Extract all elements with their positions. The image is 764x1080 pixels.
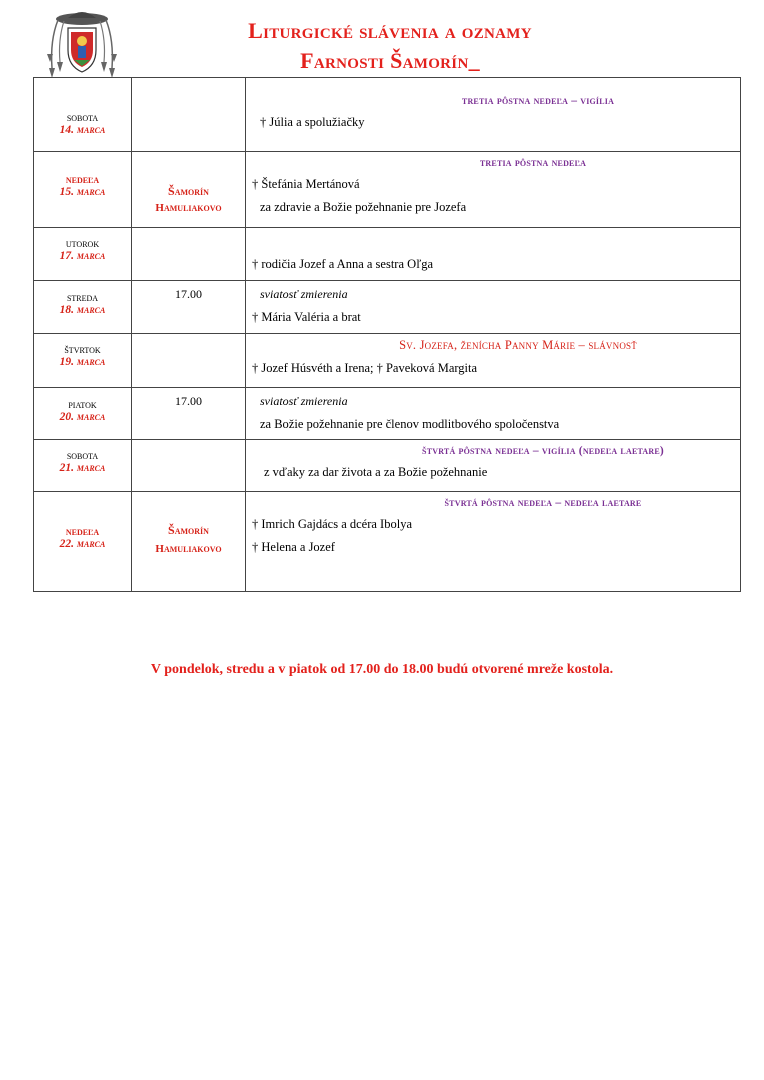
day-name: piatok xyxy=(68,399,97,411)
day-name: štvrtok xyxy=(64,344,101,356)
place-name: Šamorín xyxy=(168,184,209,198)
table-row xyxy=(34,78,741,152)
place-cell xyxy=(132,152,246,228)
intention-cell xyxy=(246,152,741,228)
table-row xyxy=(34,388,741,440)
table-row xyxy=(34,492,741,592)
date-number: 15. xyxy=(59,186,75,198)
time-cell xyxy=(132,281,246,334)
place-cell xyxy=(132,440,246,492)
intention-entry: † Júlia a spolužiačky xyxy=(260,115,365,129)
confession-note: sviatosť zmierenia xyxy=(260,287,348,301)
day-date xyxy=(34,538,131,550)
page-title: Liturgické slávenia a oznamy xyxy=(248,18,532,43)
parish-coat-of-arms-icon xyxy=(44,10,120,80)
date-month: marca xyxy=(76,356,106,368)
place-cell xyxy=(132,228,246,281)
place-name: Šamorín xyxy=(168,523,209,537)
date-number: 17. xyxy=(59,250,75,262)
date-number: 18. xyxy=(59,304,75,316)
feast-label: štvrtá pôstna nedeľa – nedeľa laetare xyxy=(444,497,642,509)
intention-entry: † rodičia Jozef a Anna a sestra Oľga xyxy=(252,257,434,271)
day-name: streda xyxy=(66,292,99,304)
intention-cell xyxy=(246,228,741,281)
date-month: marca xyxy=(76,124,106,136)
schedule-table xyxy=(33,77,741,592)
intention-entry: za zdravie a Božie požehnanie pre Jozefa xyxy=(260,200,467,214)
day-cell xyxy=(34,152,132,228)
place-name-secondary: Hamuliakovo xyxy=(155,543,222,555)
feast-label: tretia pôstna nedeľa – vigília xyxy=(461,95,615,107)
date-number: 19. xyxy=(59,356,75,368)
place-cell xyxy=(132,78,246,152)
date-number: 21. xyxy=(59,462,75,474)
intention-entry: † Helena a Jozef xyxy=(252,540,335,554)
day-name: sobota xyxy=(66,450,99,462)
intention-entry: † Mária Valéria a brat xyxy=(252,310,361,324)
date-number: 22. xyxy=(59,538,75,550)
date-number: 20. xyxy=(59,411,75,423)
date-month: marca xyxy=(76,462,106,474)
feast-label: štvrtá pôstna nedeľa – vigília (nedeľa laetare) xyxy=(422,445,664,457)
time-cell xyxy=(132,388,246,440)
place-cell xyxy=(132,334,246,388)
intention-cell xyxy=(246,492,741,592)
day-date xyxy=(34,462,131,474)
day-cell xyxy=(34,388,132,440)
day-date xyxy=(34,250,131,262)
intention-cell xyxy=(246,78,741,152)
date-month: marca xyxy=(76,250,106,262)
parish-name-text: Farnosti Šamorín xyxy=(300,48,469,73)
day-cell xyxy=(34,334,132,388)
parish-name xyxy=(150,48,630,74)
intention-cell xyxy=(246,281,741,334)
day-cell xyxy=(34,440,132,492)
date-month: marca xyxy=(76,411,106,423)
place-name-secondary: Hamuliakovo xyxy=(155,202,222,214)
intention-entry: † Jozef Húsvéth a Irena; † Paveková Margita xyxy=(252,361,478,375)
confession-note: sviatosť zmierenia xyxy=(260,394,348,408)
day-cell xyxy=(34,281,132,334)
day-cell xyxy=(34,492,132,592)
mass-time: 17.00 xyxy=(175,287,202,301)
intention-entry: † Štefánia Mertánová xyxy=(252,177,360,191)
announcement-text: V pondelok, stredu a v piatok od 17.00 do 18.00 budú otvorené mreže kostola. xyxy=(150,662,614,677)
day-date xyxy=(34,124,131,136)
date-month: marca xyxy=(76,538,106,550)
intention-entry: za Božie požehnanie pre členov modlitbového spoločenstva xyxy=(260,417,560,431)
table-row xyxy=(34,334,741,388)
date-month: marca xyxy=(76,304,106,316)
day-name: nedeľa xyxy=(65,526,100,538)
day-date xyxy=(34,411,131,423)
day-date xyxy=(34,356,131,368)
date-number: 14. xyxy=(59,124,75,136)
day-date xyxy=(34,186,131,198)
table-row xyxy=(34,228,741,281)
day-name: nedeľa xyxy=(65,174,100,186)
date-month: marca xyxy=(76,186,106,198)
intention-cell xyxy=(246,334,741,388)
day-cell xyxy=(34,78,132,152)
feast-label: tretia pôstna nedeľa xyxy=(479,157,587,169)
table-row xyxy=(34,281,741,334)
day-cell xyxy=(34,228,132,281)
table-row xyxy=(34,152,741,228)
mass-time: 17.00 xyxy=(175,394,202,408)
feast-label: Sv. Jozefa, ženícha Panny Márie – slávnosť xyxy=(399,338,637,352)
day-name: utorok xyxy=(65,238,100,250)
intention-cell xyxy=(246,388,741,440)
table-row xyxy=(34,440,741,492)
intention-entry: † Imrich Gajdács a dcéra Ibolya xyxy=(252,517,412,531)
day-date xyxy=(34,304,131,316)
intention-entry: z vďaky za dar života a za Božie požehnanie xyxy=(264,465,488,479)
title-trailing-mark: _ xyxy=(468,48,480,73)
day-name: sobota xyxy=(66,112,99,124)
place-cell xyxy=(132,492,246,592)
intention-cell xyxy=(246,440,741,492)
